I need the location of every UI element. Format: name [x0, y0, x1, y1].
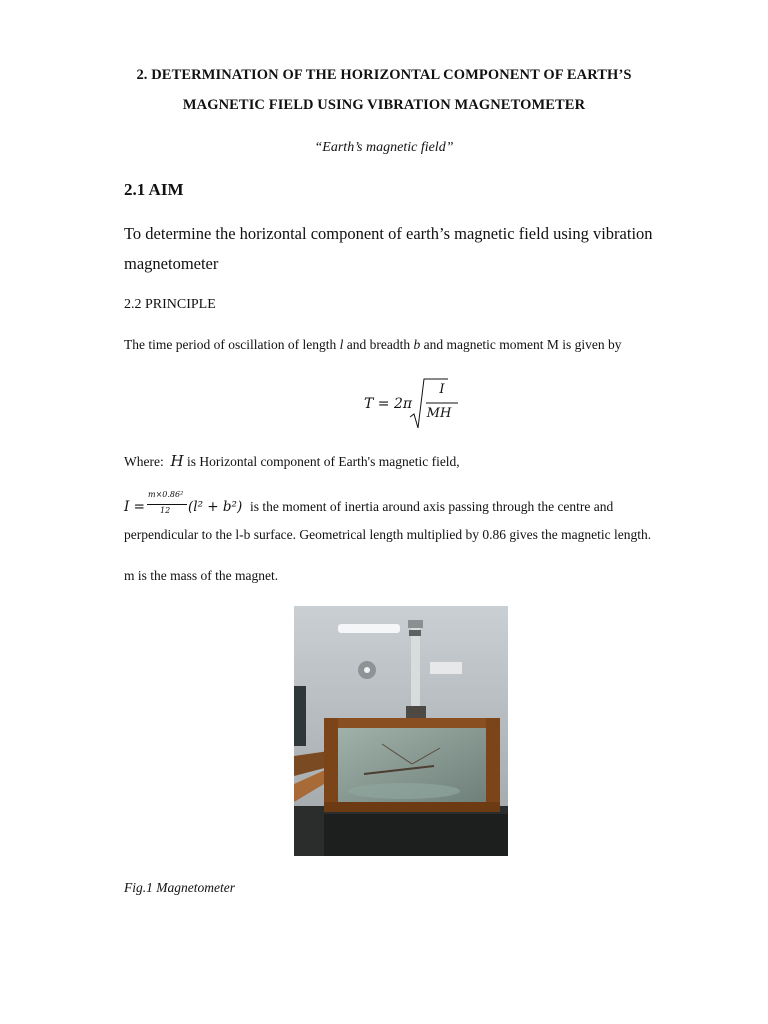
inertia-lhs: I = — [124, 499, 145, 515]
equation-denominator: MH — [426, 406, 452, 421]
title-line-1: 2. DETERMINATION OF THE HORIZONTAL COMPONENT OF EARTH’S — [136, 67, 632, 83]
where-line: Where: H is Horizontal component of Earth's magnetic field, — [124, 452, 460, 470]
equation-numerator: I — [439, 382, 445, 397]
inertia-formula — [124, 490, 684, 520]
inertia-text-line-1: is the moment of inertia around axis passing through the centre and — [250, 499, 614, 514]
inertia-frac-num: m×0.86² — [148, 490, 184, 499]
figure-caption: Fig.1 Magnetometer — [124, 880, 235, 895]
mass-text: m is the mass of the magnet. — [124, 568, 279, 583]
aim-heading: 2.1 AIM — [124, 180, 184, 199]
principle-heading: 2.2 PRINCIPLE — [124, 297, 216, 312]
title-line-2: MAGNETIC FIELD USING VIBRATION MAGNETOMETER — [182, 97, 586, 113]
period-equation — [360, 376, 460, 432]
inertia-paren: (l² + b²) — [188, 499, 243, 515]
fraction-bar — [147, 504, 187, 505]
equation-lhs: T = 2π — [364, 396, 413, 412]
magnetometer-photo — [294, 606, 508, 856]
inertia-text-line-2: perpendicular to the l-b surface. Geometrical length multiplied by 0.86 gives the magnetic length. — [124, 527, 652, 542]
principle-intro: The time period of oscillation of length l and breadth b and magnetic moment M is given by — [124, 337, 622, 352]
subtitle: “Earth’s magnetic field” — [314, 140, 454, 155]
inertia-frac-den: 12 — [160, 506, 171, 515]
aim-text: To determine the horizontal component of earth’s magnetic field using vibration magnetometer — [124, 224, 653, 273]
